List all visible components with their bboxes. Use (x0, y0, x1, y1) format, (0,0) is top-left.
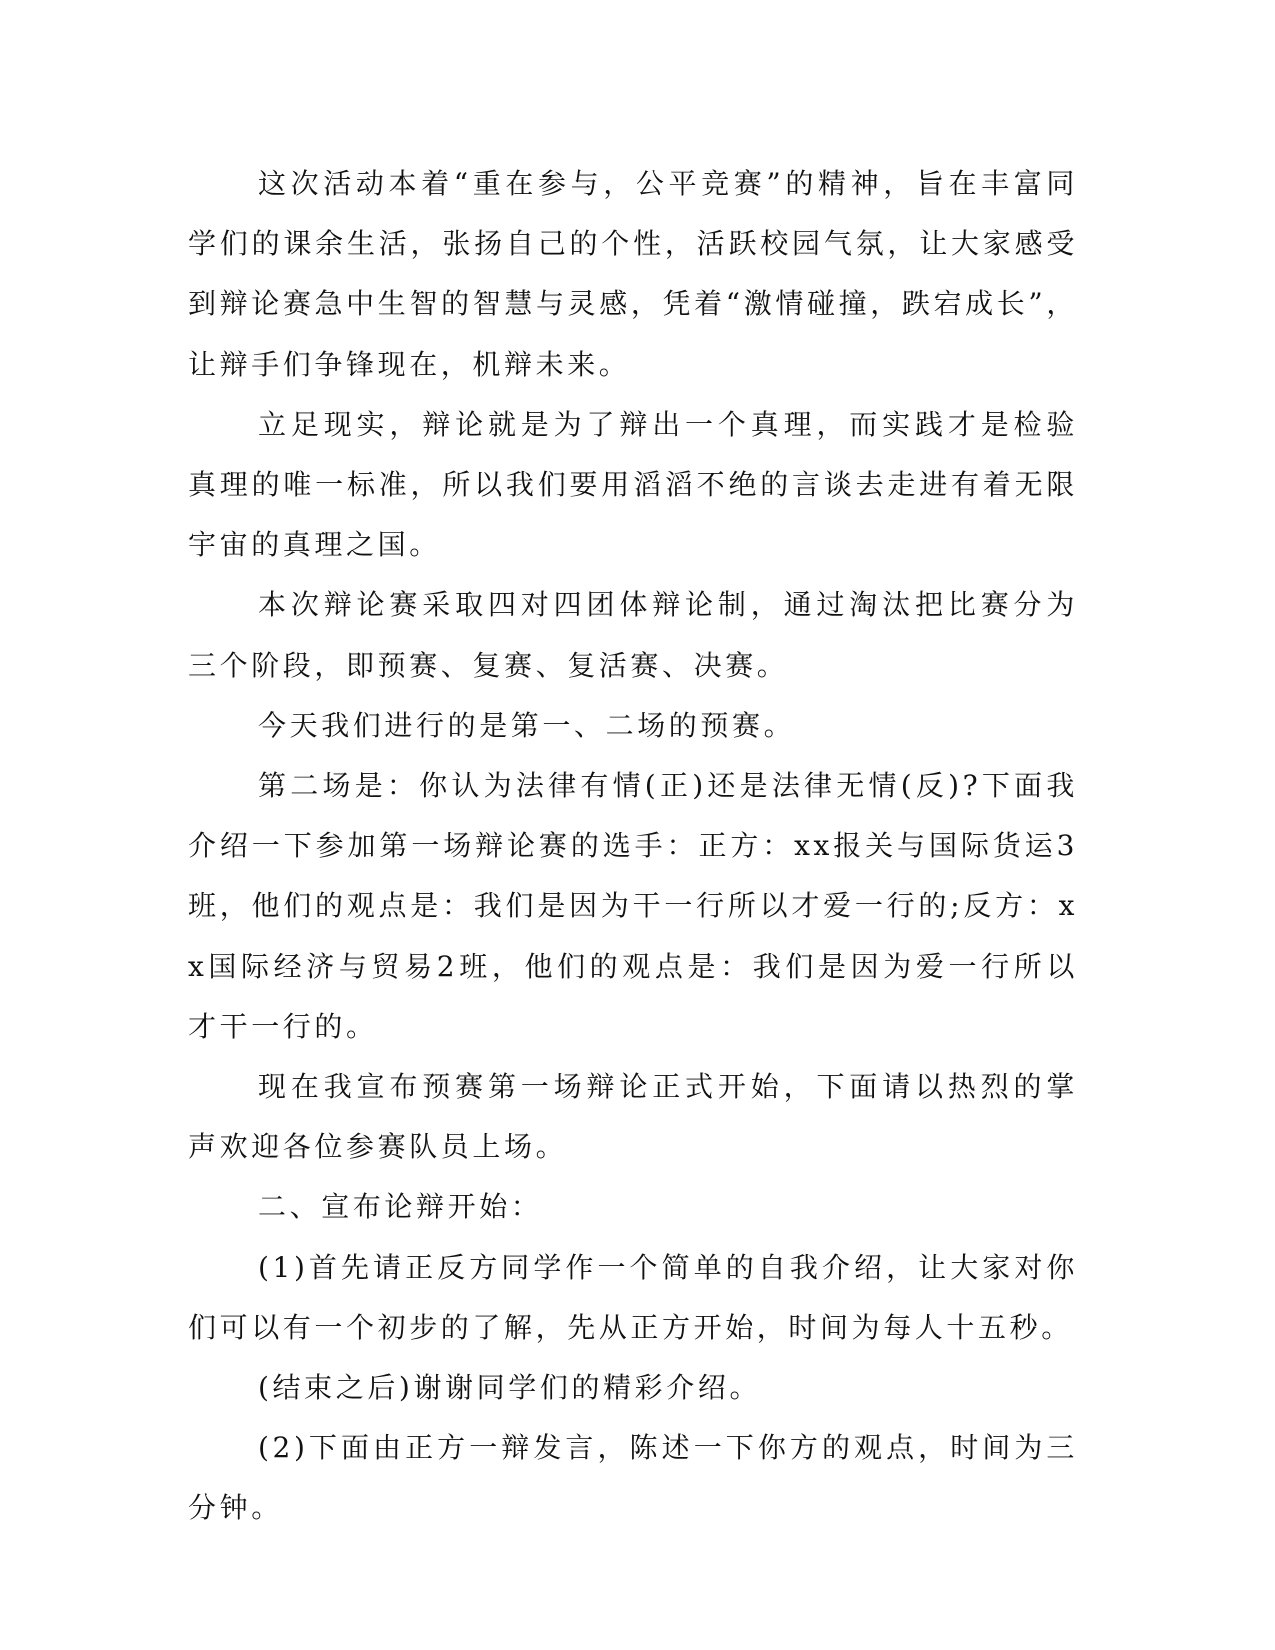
paragraph-after-intro: (结束之后)谢谢同学们的精彩介绍。 (258, 1371, 762, 1405)
paragraph-step-2: (2)下面由正方一辩发言，陈述一下你方的观点，时间为三分钟。 (188, 1431, 1078, 1525)
paragraph-format: 本次辩论赛采取四对四团体辩论制，通过淘汰把比赛分为三个阶段，即预赛、复赛、复活赛、决赛。 (188, 588, 1078, 682)
paragraph-step-1: (1)首先请正反方同学作一个简单的自我介绍，让大家对你们可以有一个初步的了解，先从正方开始，时间为每人十五秒。 (188, 1250, 1078, 1344)
paragraph-announcement: 现在我宣布预赛第一场辩论正式开始，下面请以热烈的掌声欢迎各位参赛队员上场。 (188, 1070, 1078, 1164)
paragraph-truth: 立足现实，辩论就是为了辩出一个真理，而实践才是检验真理的唯一标准，所以我们要用滔滔不绝的言谈去走进有着无限宇宙的真理之国。 (188, 407, 1078, 562)
paragraph-today: 今天我们进行的是第一、二场的预赛。 (258, 708, 796, 742)
section-heading-start: 二、宣布论辩开始： (258, 1190, 543, 1224)
document-body (188, 154, 1078, 1539)
paragraph-activity-purpose: 这次活动本着“重在参与，公平竞赛”的精神，旨在丰富同学们的课余生活，张扬自己的个性，活跃校园气氛，让大家感受到辩论赛急中生智的智慧与灵感，凭着“激情碰撞，跌宕成长”，让辩手们争锋现在，机辩未来。 (188, 167, 1078, 381)
paragraph-second-round: 第二场是：你认为法律有情(正)还是法律无情(反)?下面我介绍一下参加第一场辩论赛的选手：正方：xx报关与国际货运3班，他们的观点是：我们是因为干一行所以才爱一行的;反方：xx国际经济与贸易2班，他们的观点是：我们是因为爱一行所以才干一行的。 (188, 769, 1078, 1043)
